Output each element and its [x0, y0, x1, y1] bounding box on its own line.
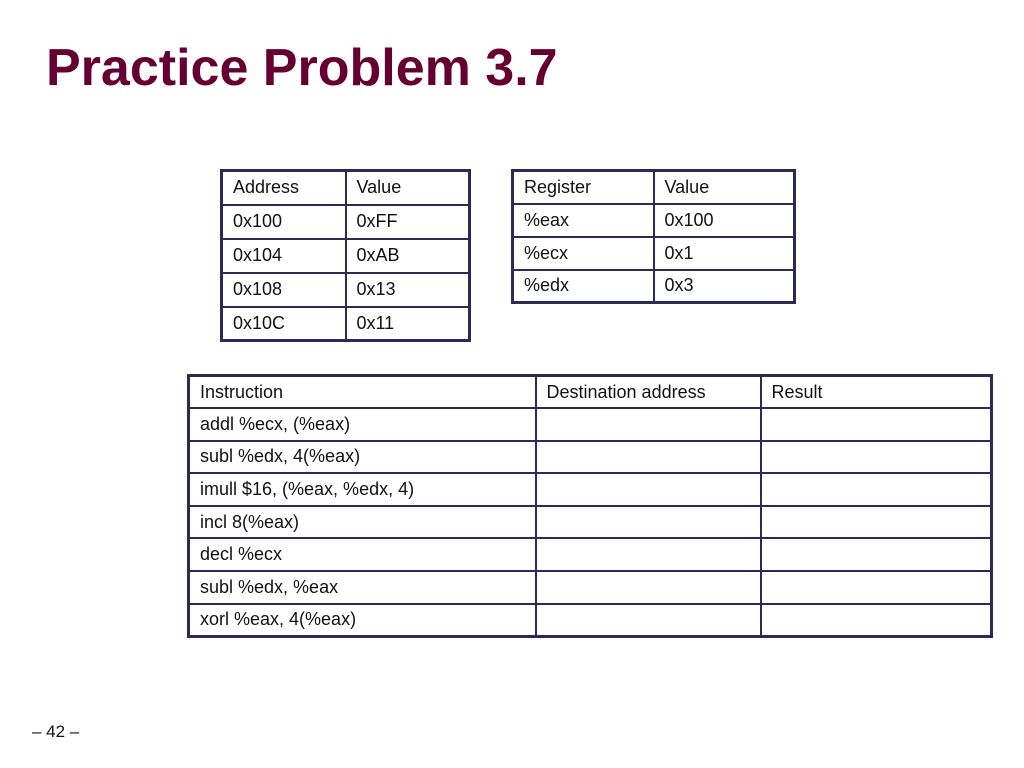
table-header-row [222, 171, 470, 205]
address-cell: 0x108 [222, 273, 346, 307]
column-header-address: Address [222, 171, 346, 205]
value-cell: 0x3 [654, 270, 795, 303]
destination-address-cell [536, 506, 761, 539]
memory-table [220, 169, 471, 342]
result-cell [761, 506, 992, 539]
result-cell [761, 571, 992, 604]
instruction-cell: addl %ecx, (%eax) [189, 408, 536, 441]
value-cell: 0x13 [346, 273, 470, 307]
instruction-cell: decl %ecx [189, 538, 536, 571]
column-header-value: Value [654, 171, 795, 204]
destination-address-cell [536, 408, 761, 441]
table-header-row [189, 376, 992, 409]
destination-address-cell [536, 441, 761, 474]
table-row [513, 237, 795, 270]
table-header-row [513, 171, 795, 204]
column-header-instruction: Instruction [189, 376, 536, 409]
destination-address-cell [536, 473, 761, 506]
value-cell: 0xFF [346, 205, 470, 239]
column-header-register: Register [513, 171, 654, 204]
page-number: – 42 – [32, 722, 80, 741]
instruction-cell: xorl %eax, 4(%eax) [189, 604, 536, 637]
address-cell: 0x100 [222, 205, 346, 239]
value-cell: 0x100 [654, 204, 795, 237]
register-cell: %eax [513, 204, 654, 237]
instruction-cell: imull $16, (%eax, %edx, 4) [189, 473, 536, 506]
table-row [222, 273, 470, 307]
value-cell: 0x1 [654, 237, 795, 270]
instruction-cell: subl %edx, 4(%eax) [189, 441, 536, 474]
table-row [189, 473, 992, 506]
register-cell: %ecx [513, 237, 654, 270]
column-header-value: Value [346, 171, 470, 205]
table-row [189, 408, 992, 441]
instruction-cell: incl 8(%eax) [189, 506, 536, 539]
destination-address-cell [536, 604, 761, 637]
result-cell [761, 408, 992, 441]
instruction-cell: subl %edx, %eax [189, 571, 536, 604]
value-cell: 0xAB [346, 239, 470, 273]
result-cell [761, 441, 992, 474]
table-row [189, 506, 992, 539]
result-cell [761, 473, 992, 506]
address-cell: 0x104 [222, 239, 346, 273]
value-cell: 0x11 [346, 307, 470, 341]
destination-address-cell [536, 538, 761, 571]
column-header-destination-address: Destination address [536, 376, 761, 409]
result-cell [761, 604, 992, 637]
table-row [189, 571, 992, 604]
table-row [189, 441, 992, 474]
table-row [513, 204, 795, 237]
table-row [513, 270, 795, 303]
table-row [222, 239, 470, 273]
table-row [189, 604, 992, 637]
register-cell: %edx [513, 270, 654, 303]
table-row [189, 538, 992, 571]
destination-address-cell [536, 571, 761, 604]
address-cell: 0x10C [222, 307, 346, 341]
slide-title: Practice Problem 3.7 [46, 39, 558, 97]
result-cell [761, 538, 992, 571]
table-row [222, 307, 470, 341]
column-header-result: Result [761, 376, 992, 409]
instruction-table [187, 374, 993, 638]
register-table [511, 169, 796, 304]
table-row [222, 205, 470, 239]
